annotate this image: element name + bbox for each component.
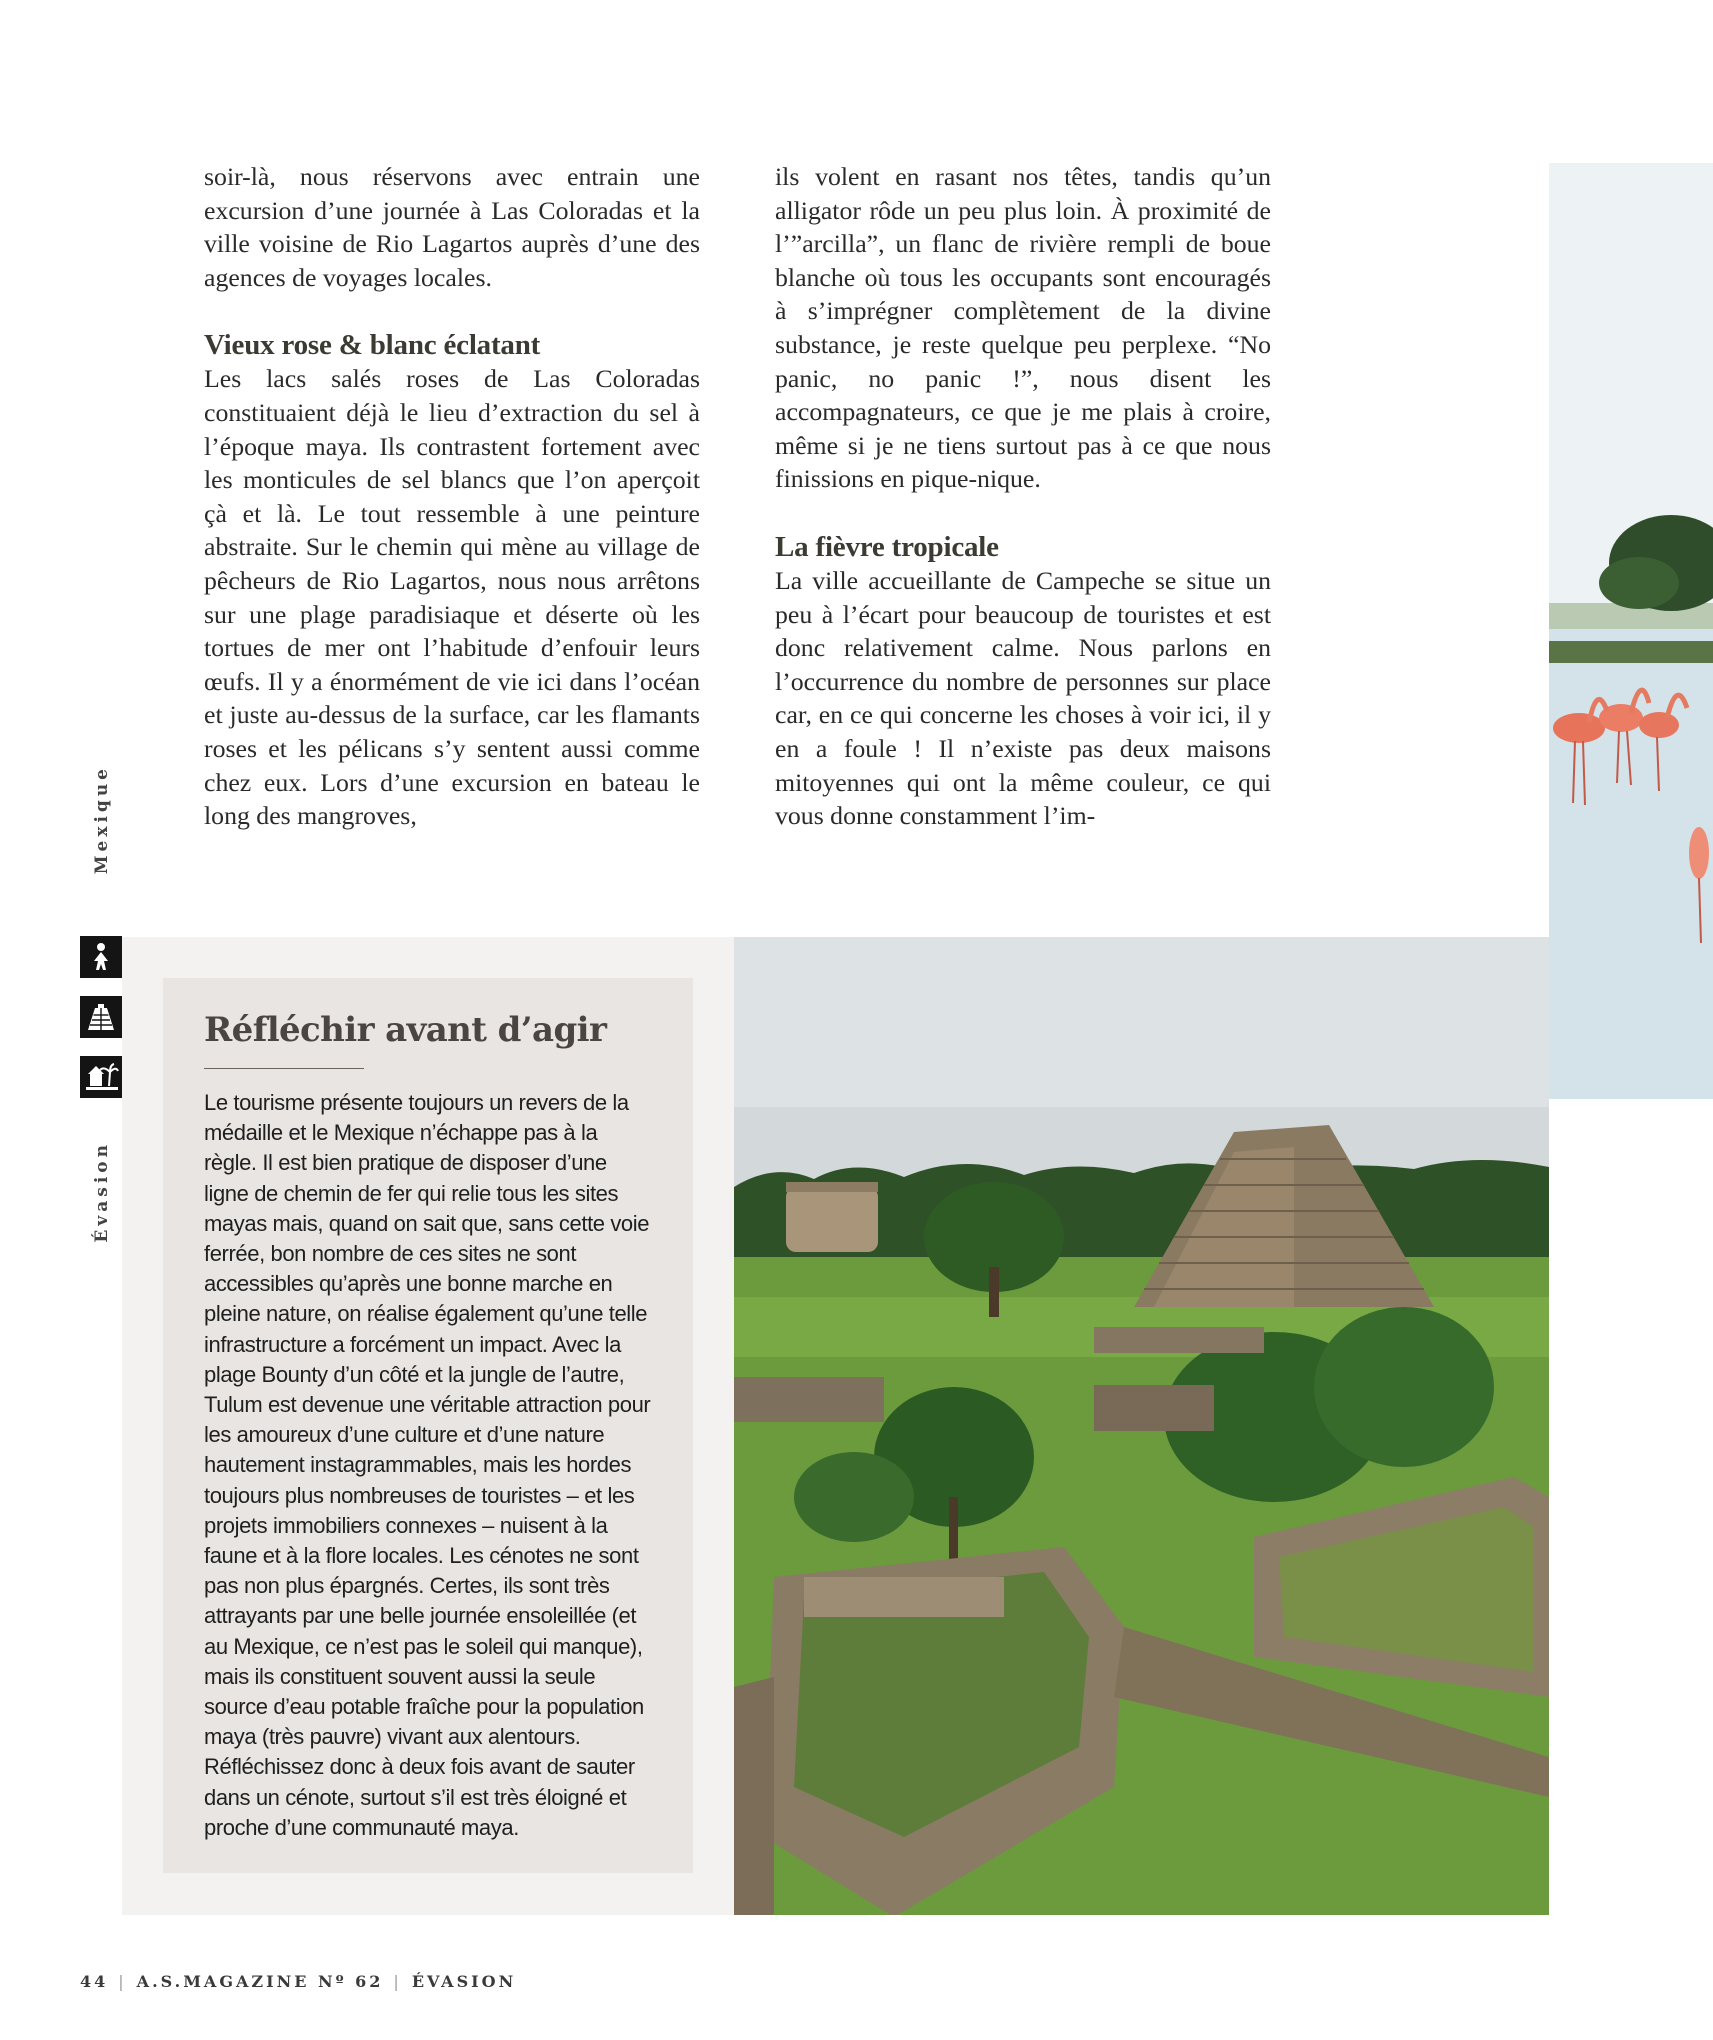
section-heading: Vieux rose & blanc éclatant [204,329,541,362]
maya-ruins-photo [734,937,1549,1915]
page-number: 44 [80,1972,109,1991]
section-heading: La fièvre tropicale [775,530,999,563]
footer-section: ÉVASION [411,1972,517,1991]
magazine-name: A.S.MAGAZINE Nº 62 [136,1972,384,1991]
pyramid-icon [80,996,122,1038]
flamingo-photo [1549,163,1713,1099]
title-rule [204,1068,364,1069]
palm-icon [80,1056,122,1098]
side-label-country: Mexique [92,765,112,875]
article-column-left [204,160,700,833]
sidebar-title: Réfléchir avant d’agir [204,1010,607,1050]
paragraph: Les lacs salés roses de Las Coloradas constituaient déjà le lieu d’extraction du sel à l’époque maya. Ils contrastent fortement avec les monticules de sel blancs que l’on aperçoit çà et là. Le tout ressemble à une peinture abstraite. Sur le chemin qui mène au village de pêcheurs de Rio Lagartos, nous nous arrêtons sur une plage paradisiaque et déserte où les tortues de mer ont l’habitude d’enfouir leurs œufs. Il y a énormément de vie ici dans l’océan et juste au-dessus de la surface, car les flamants roses et les pélicans s’y sentent aussi comme chez eux. Lors d’une excursion en bateau le long des mangroves, [204,364,700,831]
side-label-section: Évasion [92,1141,112,1243]
paragraph: ils volent en rasant nos têtes, tandis qu’un alligator rôde un peu plus loin. À proximité de l’”arcilla”, un flanc de rivière rempli de boue blanche où tous les occupants sont encouragés à s’imprégner complètement de la divine substance, je reste quelque peu perplexe. “No panic, no panic !”, nous disent les accompagnateurs, ce que je me plais à croire, même si je ne tiens surtout pas à ce que nous finissions en pique-nique. [775,162,1271,494]
paragraph: La ville accueillante de Campeche se situe un peu à l’écart pour beaucoup de touristes et est donc relativement calme. Nous parlons en l’occurrence du nombre de personnes sur place car, en ce qui concerne les choses à voir ici, il y en a foule ! Il n’existe pas deux maisons mitoyennes qui ont la même couleur, ce qui vous donne constamment l’im- [775,565,1271,831]
paragraph: soir-là, nous réservons avec entrain une excursion d’une journée à Las Coloradas et la ville voisine de Rio Lagartos auprès d’une des agences de voyages locales. [204,162,700,292]
person-icon [80,936,122,978]
sidebar-text: Le tourisme présente toujours un revers de la médaille et le Mexique n’échappe pas à la règle. Il est bien pratique de disposer d’une ligne de chemin de fer qui relie tous les sites mayas mais, quand on sait que, sans cette voie ferrée, bon nombre de ces sites ne sont accessibles qu’après une bonne marche en pleine nature, on réalise également qu’une telle infrastructure a forcément un impact. Avec la plage Bounty d’un côté et la jungle de l’autre, Tulum est devenue une véritable attraction pour les amoureux d’une culture et d’une nature hautement instagrammables, mais les hordes toujours plus nombreuses de touristes – et les projets immobiliers connexes – nuisent à la faune et à la flore locales. Les cénotes ne sont pas non plus épargnés. Certes, ils sont très attrayants par une belle journée ensoleillée (et au Mexique, ce n’est pas le soleil qui manque), mais ils constituent souvent aussi la seule source d’eau potable fraîche pour la population maya (très pauvre) vivant aux alentours. Réfléchissez donc à deux fois avant de sauter dans un cénote, surtout s’il est très éloigné et proche d’une communauté maya. [204,1090,651,1840]
article-column-right [775,160,1271,833]
sidebar-box [163,978,693,1873]
page-footer: 44 | A.S.MAGAZINE Nº 62 | ÉVASION [80,1972,517,1991]
